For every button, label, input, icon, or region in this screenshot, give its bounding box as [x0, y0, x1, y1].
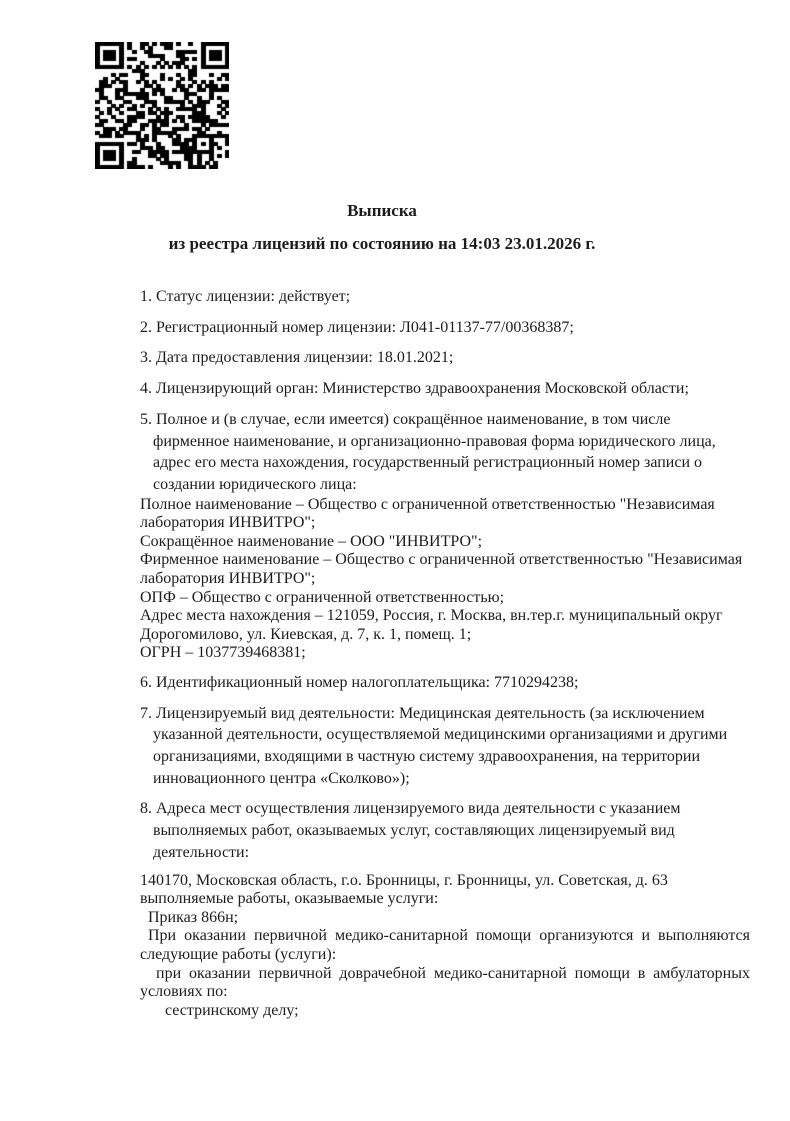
numbered-paragraph: 3. Дата предоставления лицензии: 18.01.2021; — [140, 349, 454, 367]
text-line: выполняемые работы, оказываемые услуги: — [140, 890, 439, 908]
text-line: Полное наименование – Общество с ограниченной ответственностью "Независимая лаборатория ИНВИТРО"; — [140, 495, 715, 532]
document-title: Выписка — [347, 201, 417, 220]
text-line: Сокращённое наименование – ООО "ИНВИТРО"; — [140, 532, 483, 550]
text-line: 140170, Московская область, г.о. Бронницы, г. Бронницы, ул. Советская, д. 63 — [140, 871, 668, 889]
text-line: Приказ 866н; — [148, 908, 239, 926]
text-line: сестринскому делу; — [165, 1001, 299, 1019]
document-subtitle: из реестра лицензий по состоянию на 14:03 23.01.2026 г. — [168, 234, 596, 253]
numbered-paragraph: 1. Статус лицензии: действует; — [140, 288, 351, 305]
text-line: Адрес места нахождения – 121059, Россия, г. Москва, вн.тер.г. муниципальный округ Дорогомилово, ул. Киевская, д. 7, к. 1, помещ. 1; — [140, 607, 723, 643]
text-line: ОГРН – 1037739468381; — [140, 644, 306, 662]
qr-code-icon — [95, 42, 229, 169]
numbered-paragraph: 2. Регистрационный номер лицензии: Л041-01137-77/00368387; — [140, 318, 574, 336]
text-line: при оказании первичной доврачебной медико-санитарной помощи в амбулаторных условиях по: — [140, 964, 750, 1001]
text-line: При оказании первичной медико-санитарной помощи организуются и выполняются следующие работы (услуги): — [140, 927, 750, 963]
text-line: ОПФ – Общество с ограниченной ответственностью; — [140, 588, 505, 606]
numbered-paragraph: 5. Полное и (в случае, если имеется) сокращённое наименование, в том числе фирменное наименование, и организационно-правовая форма юридического лица, адрес его места нахождения, государственный регистрационный номер записи о создании юридического лица: — [140, 410, 716, 493]
document-body — [140, 286, 750, 1020]
paragraph-group — [140, 496, 750, 663]
numbered-paragraph: 4. Лицензирующий орган: Министерство здравоохранения Московской области; — [140, 380, 689, 398]
text-line: Фирменное наименование – Общество с ограниченной ответственностью "Независимая лаборатория ИНВИТРО"; — [140, 551, 743, 587]
paragraph-group — [140, 872, 750, 1021]
numbered-paragraph: 8. Адреса мест осуществления лицензируемого вида деятельности с указанием выполняемых работ, оказываемых услуг, составляющих лицензируемый вид деятельности: — [140, 800, 681, 861]
numbered-paragraph: 6. Идентификационный номер налогоплательщика: 7710294238; — [140, 673, 579, 691]
numbered-paragraph: 7. Лицензируемый вид деятельности: Медицинская деятельность (за исключением указанной деятельности, осуществляемой медицинскими организациями и другими организациями, входящими в частную систему здравоохранения, на территории инновационного центра «Сколково»); — [140, 704, 728, 787]
